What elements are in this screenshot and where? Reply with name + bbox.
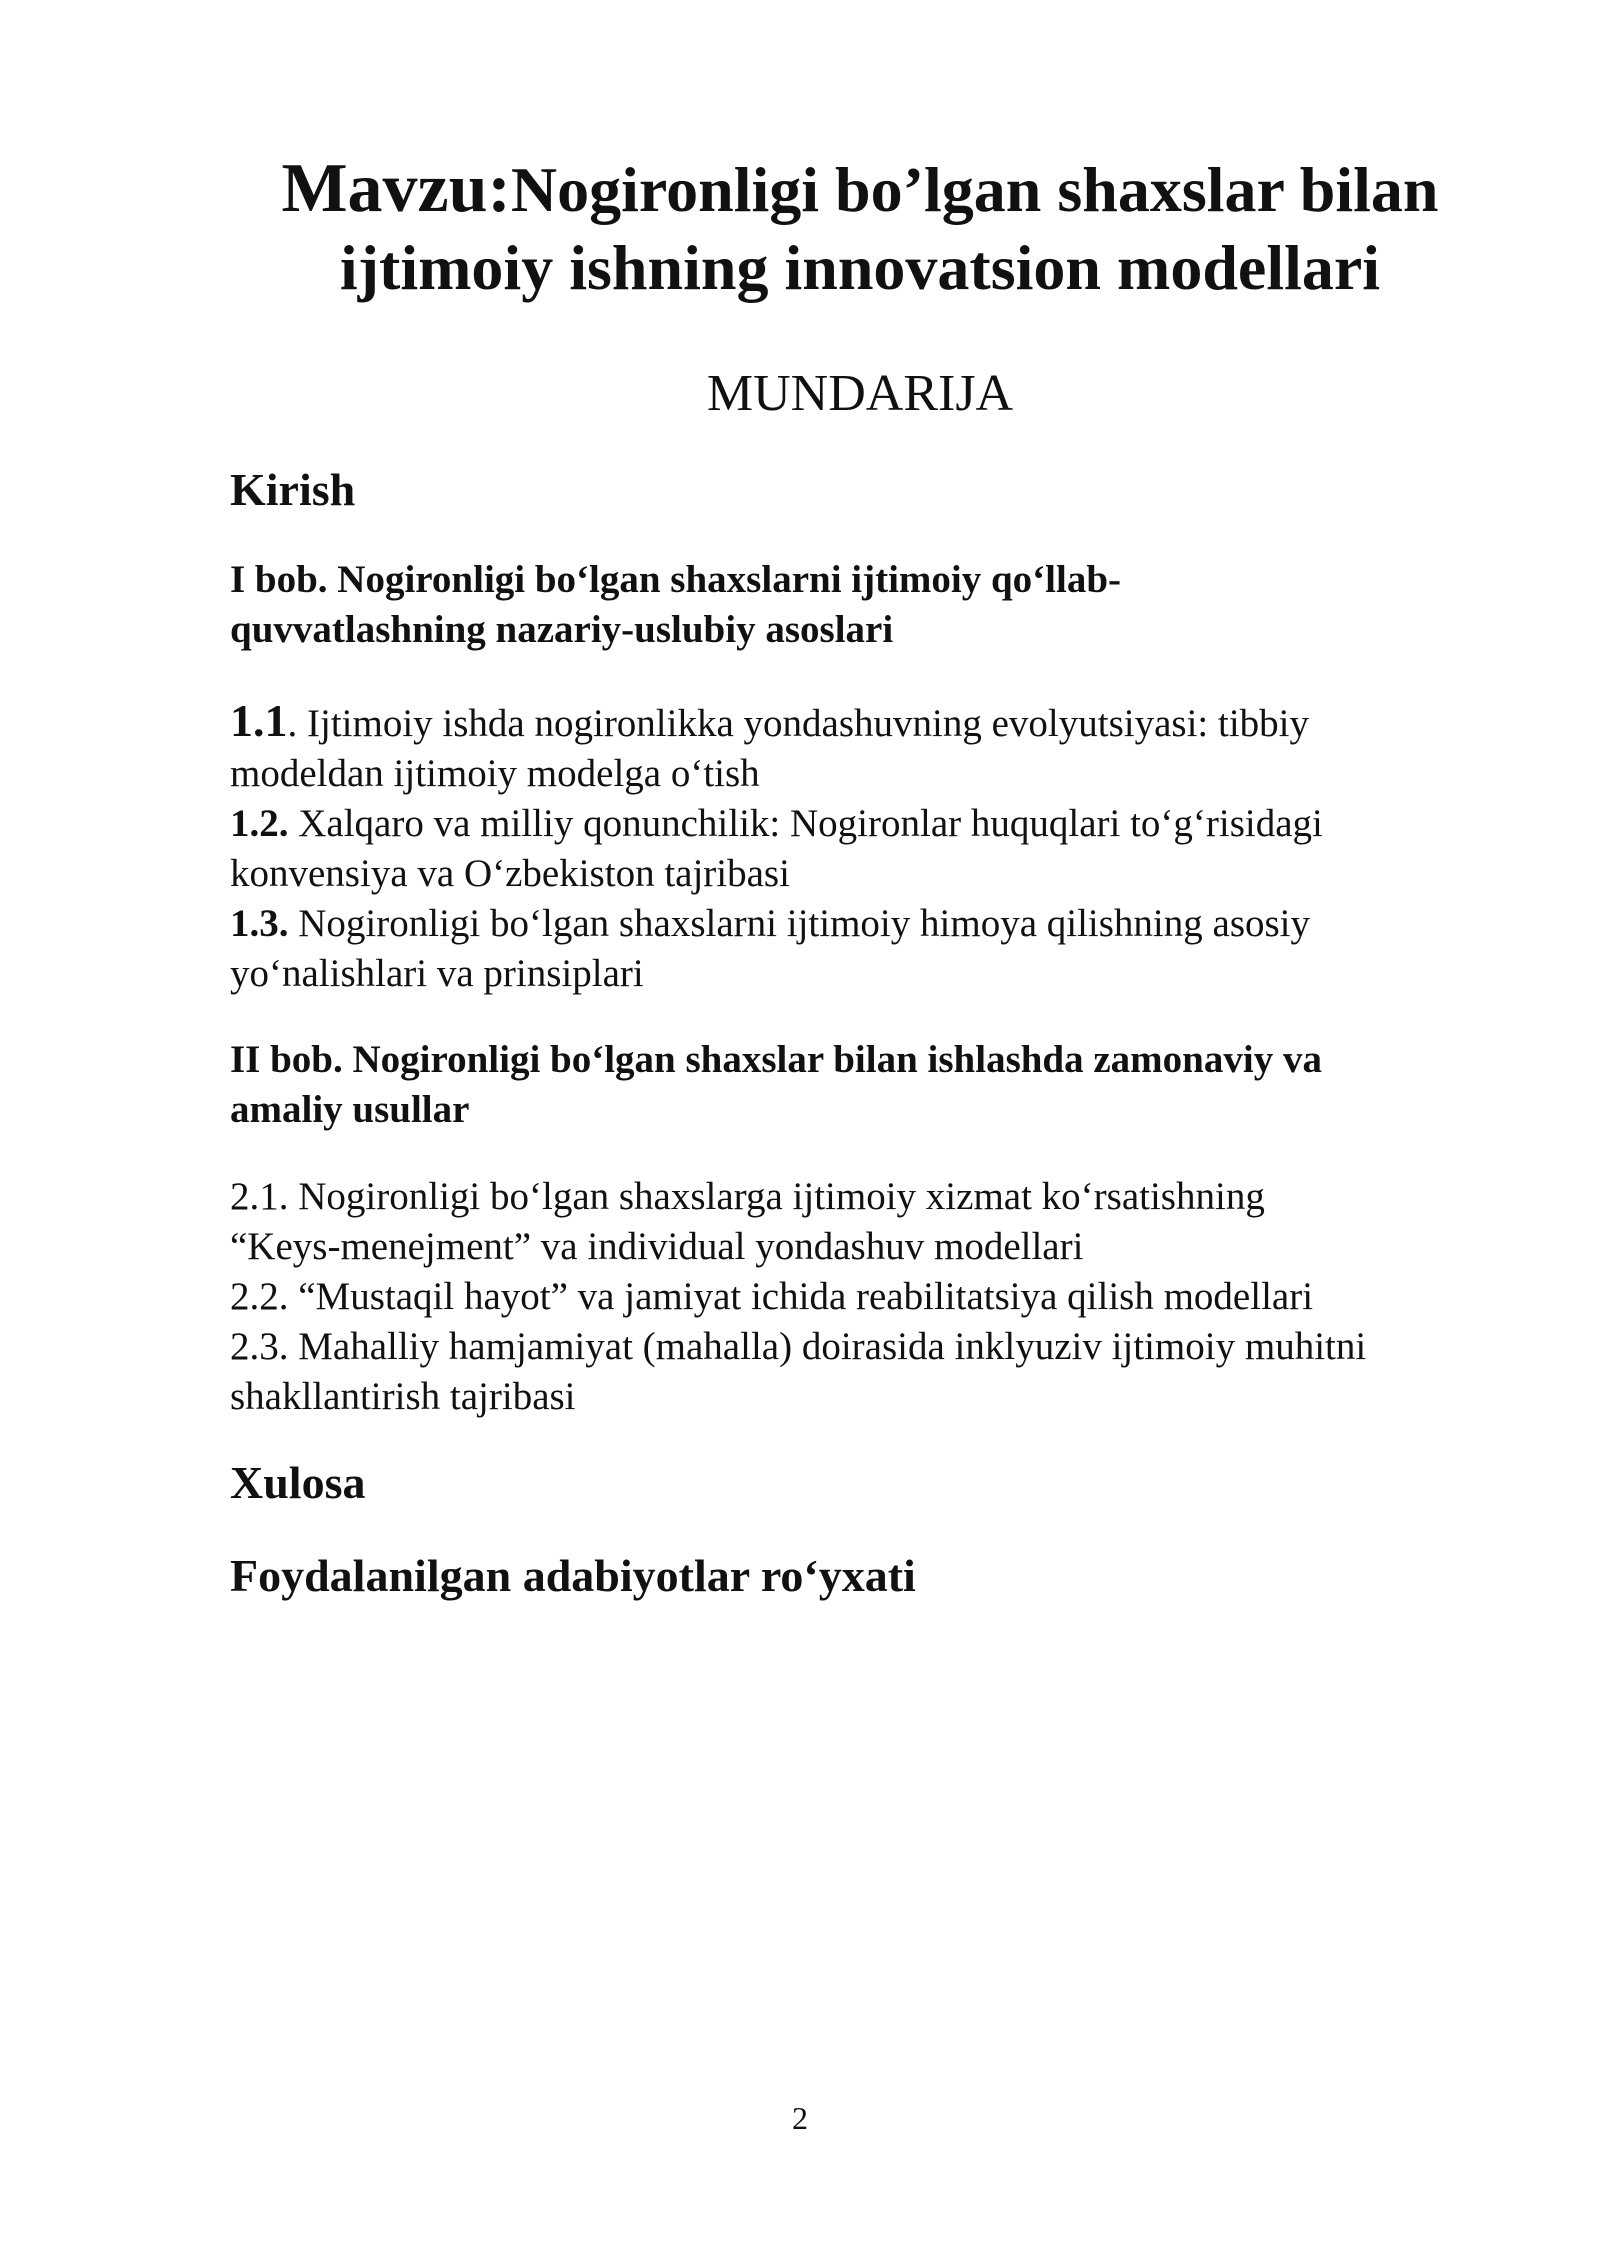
toc-item-1-2-cont: konvensiya va O‘zbekiston tajribasi	[230, 852, 790, 895]
toc-references: Foydalanilgan adabiyotlar ro‘yxati	[230, 1550, 916, 1601]
toc-conclusion: Xulosa	[230, 1457, 366, 1508]
chapter1-line2: quvvatlashning nazariy-uslubiy asoslari	[230, 608, 894, 651]
toc-item-1-1	[230, 696, 1510, 749]
toc-intro: Kirish	[230, 464, 356, 515]
toc-chapter2-heading	[230, 1035, 1510, 1135]
toc-item-2-1-cont: “Keys-menejment” va individual yondashuv modellari	[230, 1225, 1084, 1268]
item-text: . Ijtimoiy ishda nogironlikka yondashuvning evolyutsiyasi: tibbiy	[287, 702, 1310, 745]
toc-item-2-1: 2.1. Nogironligi bo‘lgan shaxslarga ijtimoiy xizmat ko‘rsatishning	[230, 1175, 1265, 1218]
document-title	[230, 150, 1490, 307]
toc-heading: MUNDARIJA	[706, 365, 1014, 422]
item-text: Xalqaro va milliy qonunchilik: Nogironlar huquqlari to‘g‘risidagi	[288, 802, 1323, 845]
title-line1: Nogironligi bo’lgan shaxslar bilan	[510, 154, 1439, 225]
item-number: 1.3.	[230, 902, 289, 945]
item-text: Nogironligi bo‘lgan shaxslarni ijtimoiy himoya qilishning asosiy	[288, 902, 1311, 945]
toc-chapter2-items	[230, 1172, 1510, 1422]
chapter2-line1: II bob. Nogironligi bo‘lgan shaxslar bilan ishlashda zamonaviy va	[230, 1038, 1322, 1081]
item-number: 1.2.	[230, 802, 289, 845]
toc-item-1-2	[230, 799, 1510, 849]
toc-item-2-3-cont: shakllantirish tajribasi	[230, 1375, 576, 1418]
toc-chapter1-heading	[230, 555, 1510, 655]
toc-chapter1-items	[230, 696, 1510, 999]
toc-item-1-1-cont: modeldan ijtimoiy modelga o‘tish	[230, 752, 760, 795]
title-line2: ijtimoiy ishning innovatsion modellari	[339, 232, 1381, 303]
toc-item-2-3: 2.3. Mahalliy hamjamiyat (mahalla) doirasida inklyuziv ijtimoiy muhitni	[230, 1325, 1367, 1368]
chapter2-line2: amaliy usullar	[230, 1088, 470, 1131]
item-number: 1.1	[230, 695, 288, 746]
page-number: 2	[792, 2100, 808, 2136]
title-prefix: Mavzu:	[281, 150, 511, 227]
chapter1-line1: I bob. Nogironligi bo‘lgan shaxslarni ijtimoiy qo‘llab-	[230, 558, 1122, 601]
toc-item-2-2: 2.2. “Mustaqil hayot” va jamiyat ichida reabilitatsiya qilish modellari	[230, 1275, 1314, 1318]
toc-item-1-3	[230, 899, 1510, 949]
toc-item-1-3-cont: yo‘nalishlari va prinsiplari	[230, 952, 644, 995]
